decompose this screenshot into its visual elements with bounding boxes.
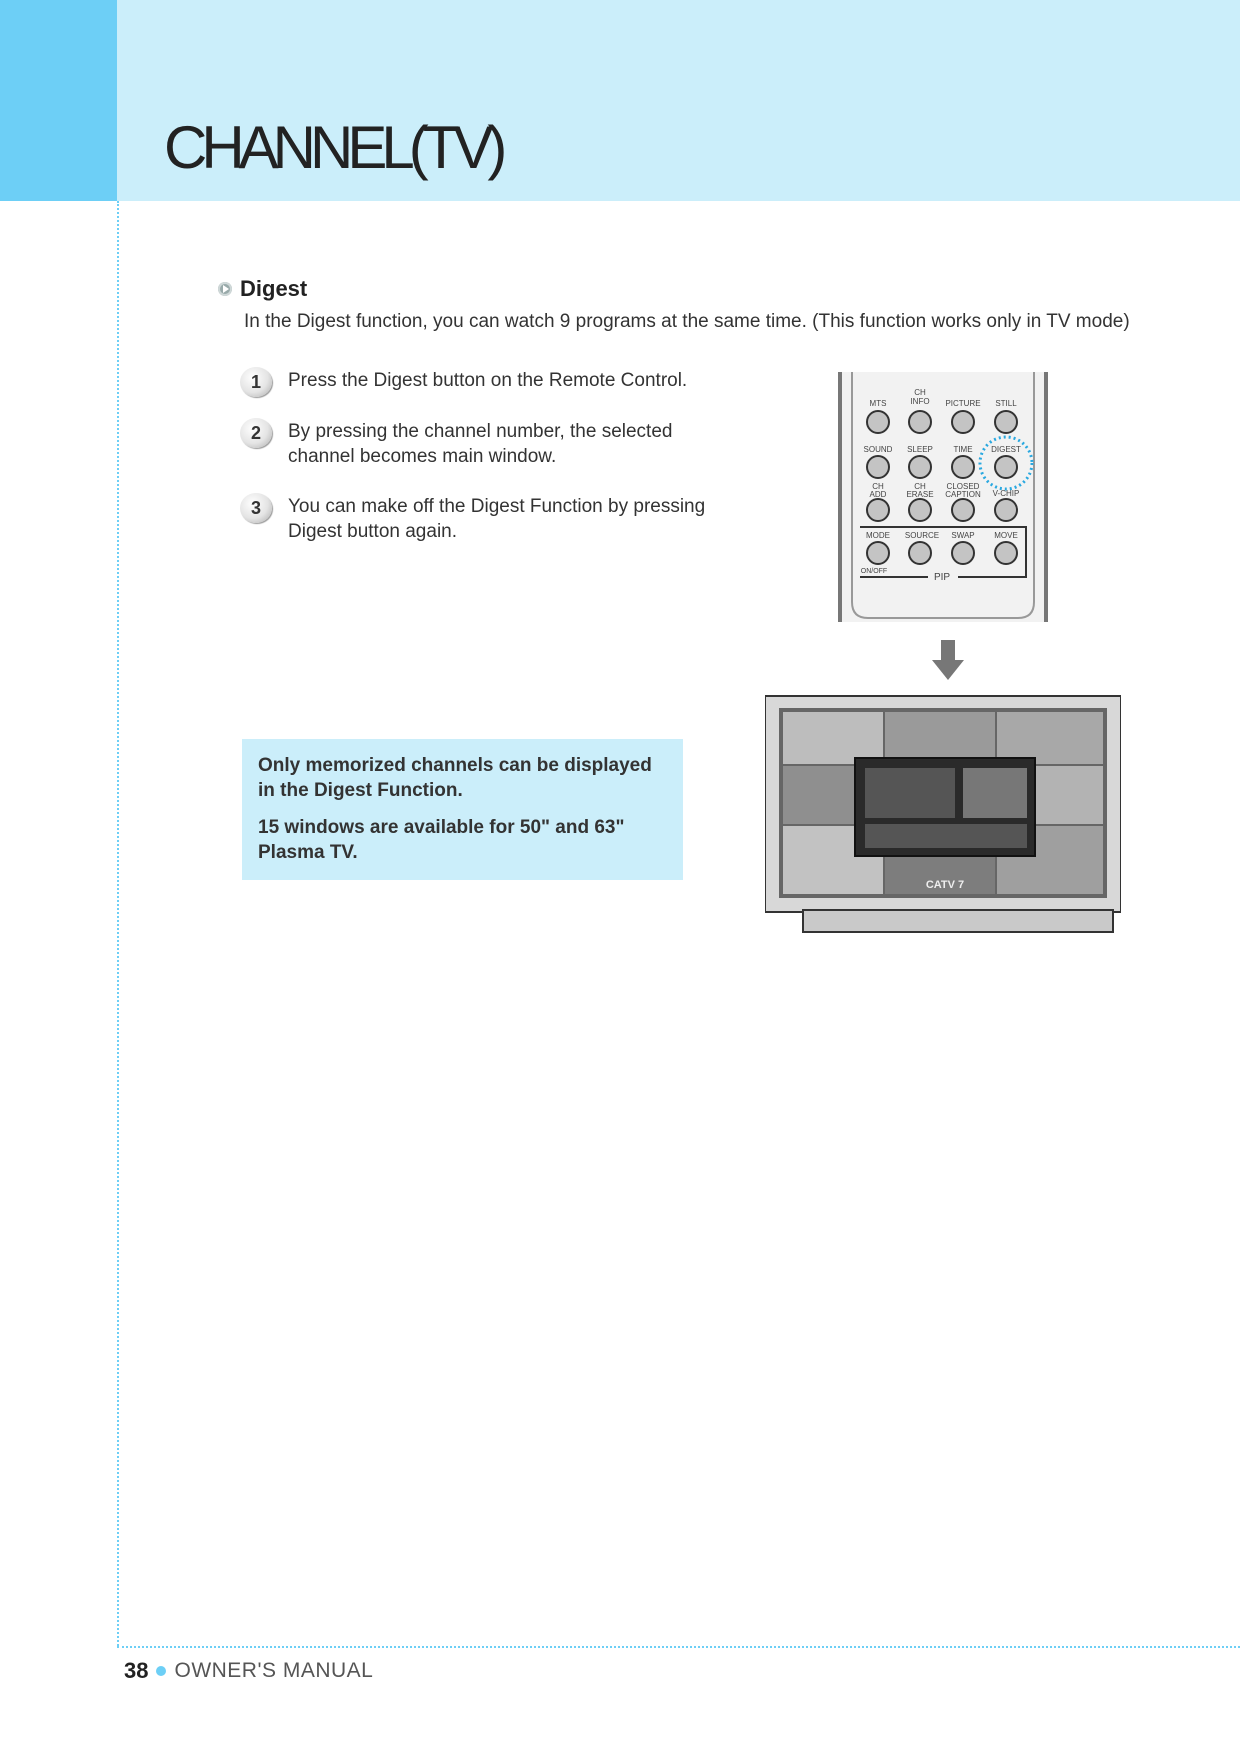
- remote-button-mts: [867, 411, 889, 433]
- remote-button-ch-info: [909, 411, 931, 433]
- remote-label-sound: SOUND: [863, 445, 893, 454]
- step-3: [240, 493, 728, 544]
- remote-label-pip: PIP: [933, 572, 951, 583]
- remote-button-sleep: [909, 456, 931, 478]
- remote-label-closed-2: CAPTION: [945, 490, 981, 499]
- remote-label-time: TIME: [953, 445, 973, 454]
- remote-label-mode: MODE: [866, 531, 890, 540]
- remote-button-ch-erase: [909, 499, 931, 521]
- note-line-2: 15 windows are available for 50" and 63" Plasma TV.: [258, 817, 625, 863]
- note-line-1: Only memorized channels can be displayed in the Digest Function.: [258, 755, 652, 801]
- margin-rule-vertical: [117, 201, 119, 1646]
- remote-label-ch: CH: [914, 388, 926, 397]
- tv-caption: CATV 7: [925, 879, 965, 891]
- remote-button-vchip: [995, 499, 1017, 521]
- footer-dot-icon: [156, 1666, 166, 1676]
- remote-label-vchip: V-CHIP: [992, 489, 1020, 498]
- remote-button-picture: [952, 411, 974, 433]
- down-arrow-icon: [930, 640, 966, 682]
- remote-label-closed-1: CLOSED: [946, 482, 980, 491]
- remote-label-move: MOVE: [994, 531, 1018, 540]
- remote-button-ch-add: [867, 499, 889, 521]
- section-title: Digest: [240, 276, 308, 301]
- remote-label-info: INFO: [910, 397, 930, 406]
- tv-digest-illustration: [765, 694, 1121, 938]
- remote-button-source: [909, 542, 931, 564]
- header-tab: [0, 0, 117, 201]
- remote-button-closed-caption: [952, 499, 974, 521]
- remote-button-still: [995, 411, 1017, 433]
- remote-label-sleep: SLEEP: [907, 445, 933, 454]
- page-title: CHANNEL(TV): [164, 114, 502, 181]
- remote-button-sound: [867, 456, 889, 478]
- footer: [124, 1658, 373, 1684]
- step-number-badge: 3: [240, 493, 272, 523]
- remote-label-ch-erase-1: CH: [914, 482, 926, 491]
- remote-label-pip-onoff: ON/OFF: [860, 568, 888, 575]
- remote-button-swap: [952, 542, 974, 564]
- margin-rule-horizontal: [117, 1646, 1240, 1648]
- step-number-badge: 1: [240, 367, 272, 397]
- section-heading: [218, 276, 307, 302]
- remote-control-illustration: [838, 372, 1048, 622]
- digest-grid: [783, 712, 1103, 894]
- step-text: You can make off the Digest Function by pressing Digest button again.: [288, 496, 706, 542]
- section-intro: In the Digest function, you can watch 9 programs at the same time. (This function works only in TV mode): [244, 311, 1130, 332]
- step-1: [240, 367, 728, 397]
- remote-label-ch-add-1: CH: [872, 482, 884, 491]
- remote-label-ch-add-2: ADD: [869, 490, 887, 499]
- note-box: [242, 739, 683, 880]
- remote-label-picture: PICTURE: [945, 399, 981, 408]
- remote-label-still: STILL: [995, 399, 1017, 408]
- remote-button-move: [995, 542, 1017, 564]
- remote-button-mode: [867, 542, 889, 564]
- play-bullet-icon: [218, 282, 232, 296]
- page-number: 38: [124, 1658, 149, 1683]
- remote-label-digest: DIGEST: [991, 445, 1021, 454]
- remote-label-mts: MTS: [869, 399, 887, 408]
- remote-button-digest: [995, 456, 1017, 478]
- footer-label: OWNER'S MANUAL: [174, 1659, 374, 1682]
- remote-label-swap: SWAP: [951, 531, 975, 540]
- remote-button-time: [952, 456, 974, 478]
- step-text: By pressing the channel number, the selected channel becomes main window.: [288, 421, 673, 467]
- step-text: Press the Digest button on the Remote Control.: [288, 370, 688, 391]
- step-number-badge: 2: [240, 418, 272, 448]
- step-2: [240, 418, 728, 469]
- remote-label-source: SOURCE: [904, 531, 940, 540]
- remote-label-ch-erase-2: ERASE: [906, 490, 934, 499]
